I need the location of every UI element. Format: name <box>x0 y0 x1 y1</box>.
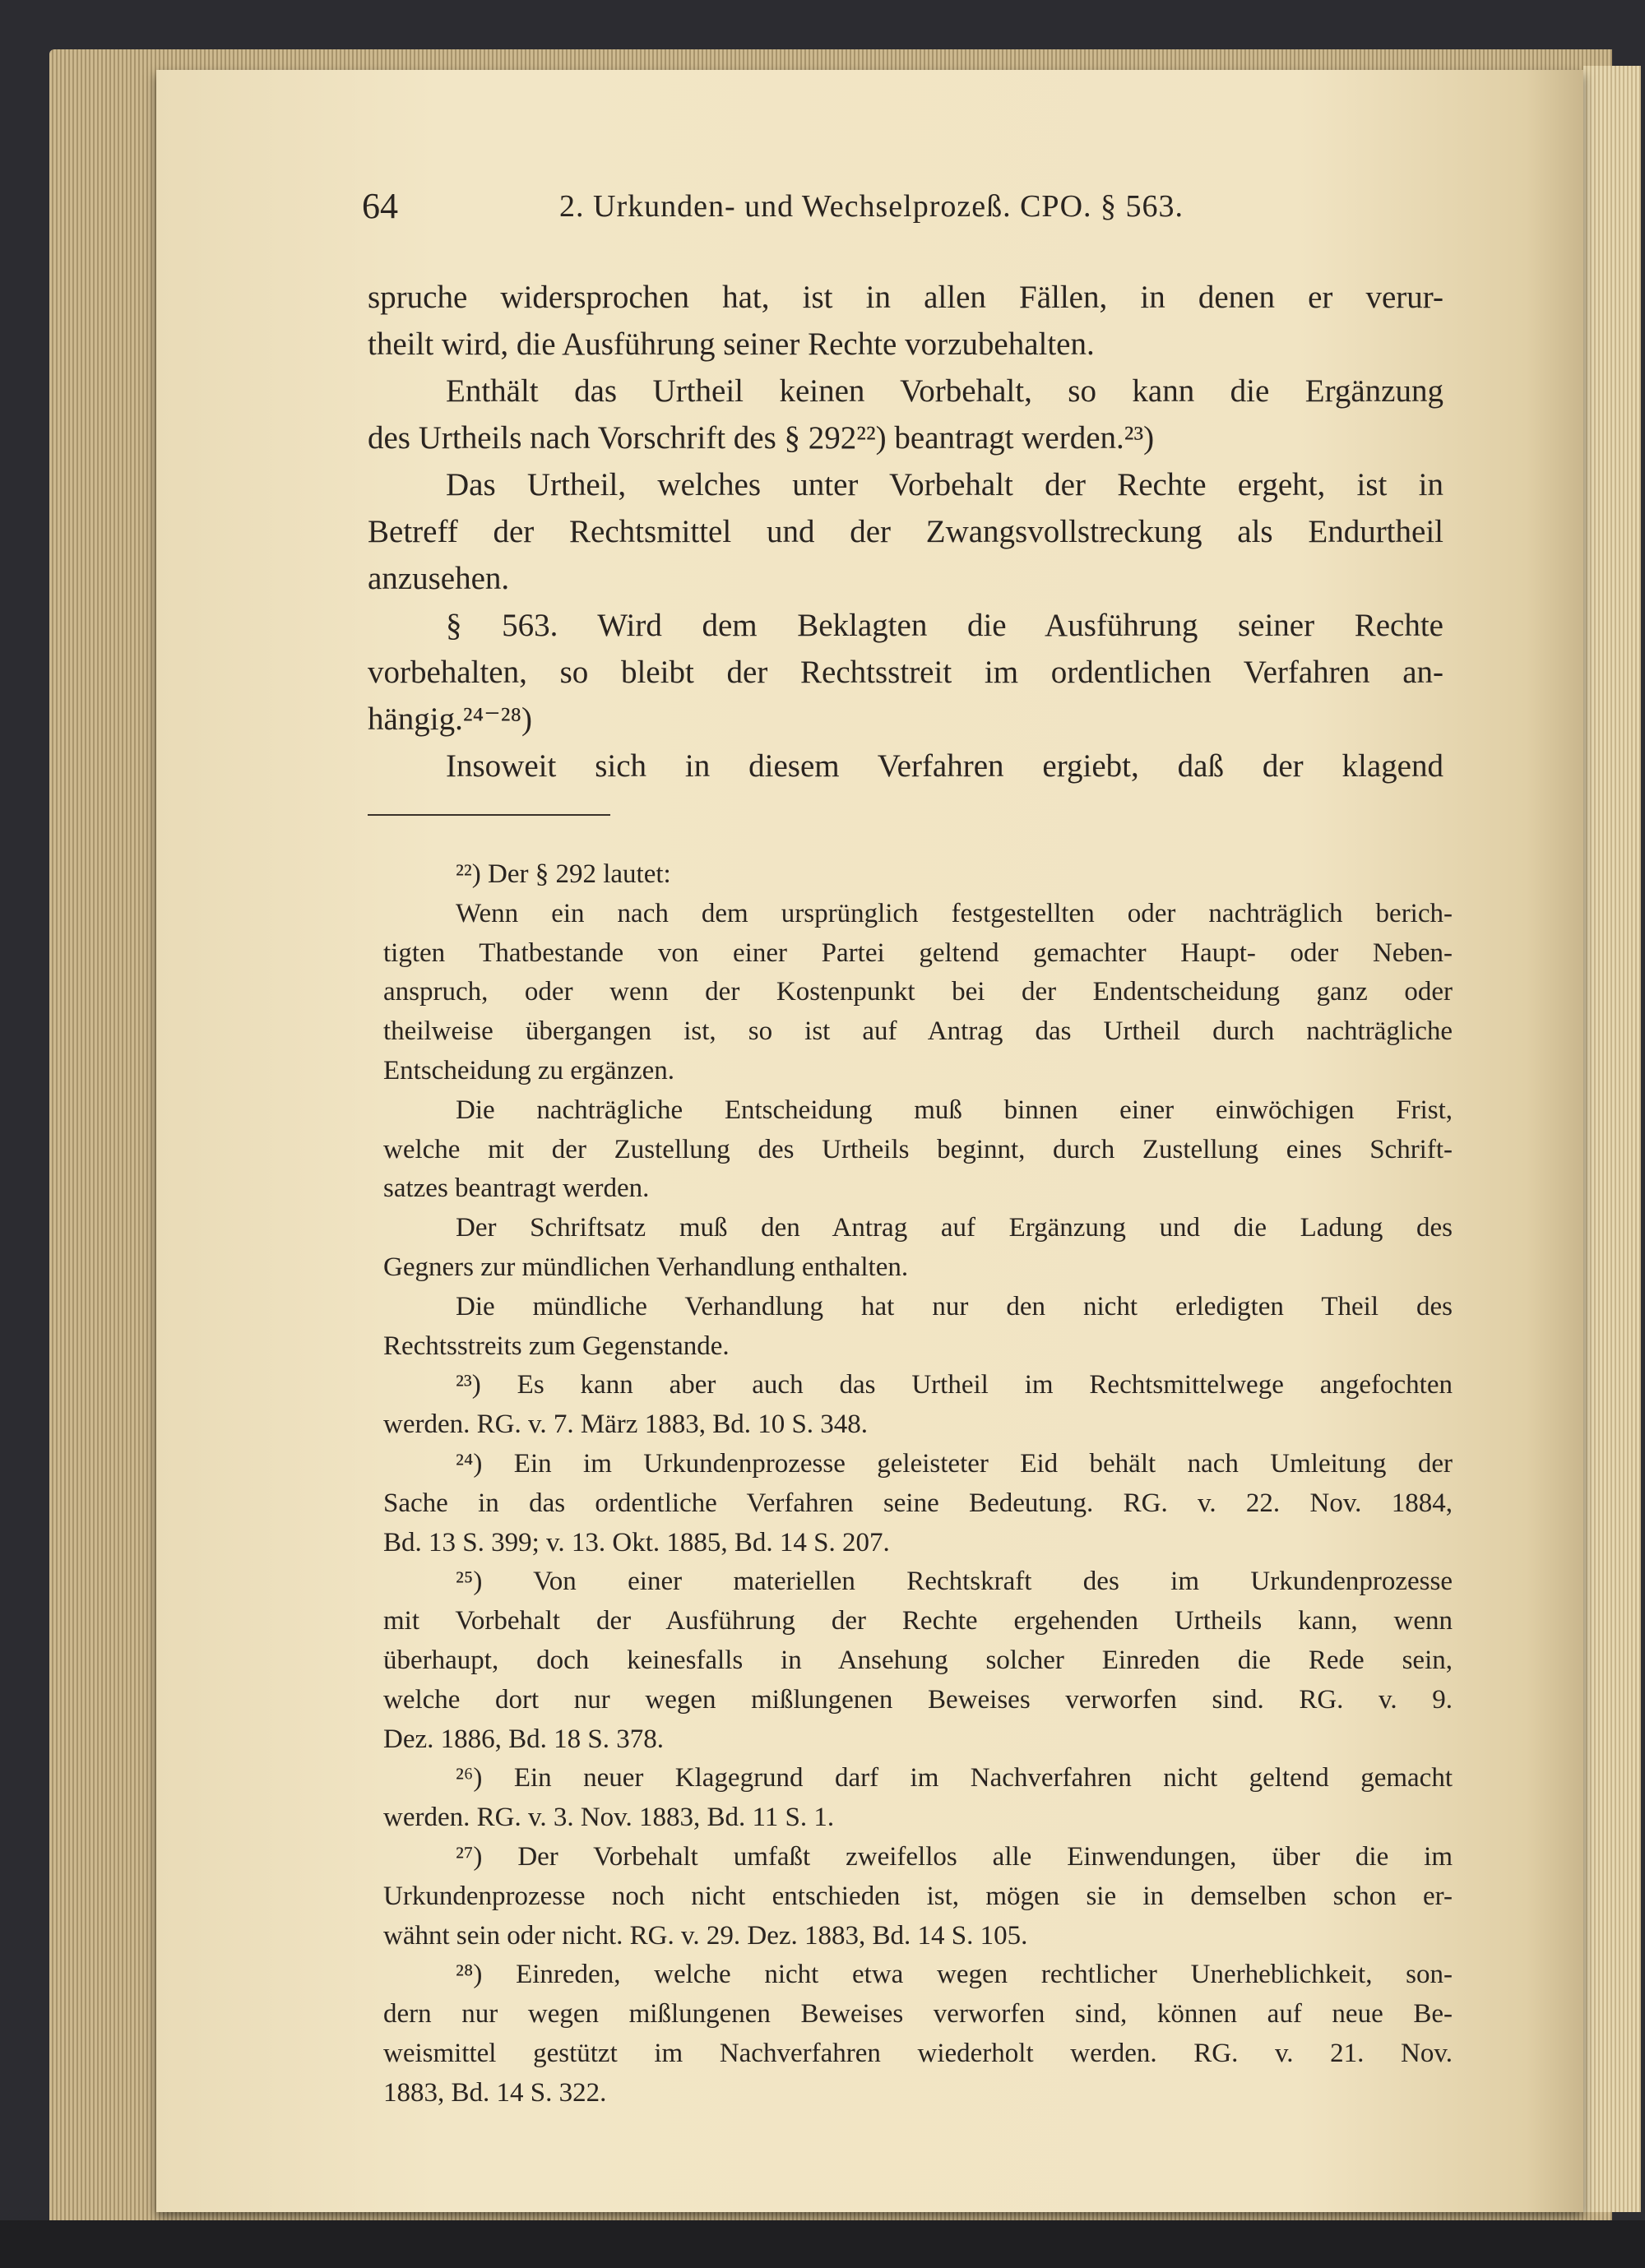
footnote-line: Der Schriftsatz muß den Antrag auf Ergänzung und die Ladung des <box>456 1213 1453 1243</box>
footnote-line: ²²) Der § 292 lautet: <box>456 859 671 889</box>
footnote-line: welche dort nur wegen mißlungenen Beweises verworfen sind. RG. v. 9. <box>383 1684 1453 1715</box>
footnote-line: Entscheidung zu ergänzen. <box>383 1055 675 1085</box>
footnote-line: Wenn ein nach dem ursprünglich festgestellten oder nachträglich berich- <box>456 898 1453 928</box>
footnote-line: wähnt sein oder nicht. RG. v. 29. Dez. 1883, Bd. 14 S. 105. <box>383 1920 1028 1951</box>
footnote-rule <box>368 814 610 816</box>
running-header <box>362 185 1448 231</box>
footnote-line: 1883, Bd. 14 S. 322. <box>383 2077 607 2108</box>
footnote-line: weismittel gestützt im Nachverfahren wiederholt werden. RG. v. 21. Nov. <box>383 2038 1453 2068</box>
footnote-line: Urkundenprozesse noch nicht entschieden ist, mögen sie in demselben schon er- <box>383 1881 1453 1911</box>
text-line: des Urtheils nach Vorschrift des § 292²²) beantragt werden.²³) <box>368 420 1155 456</box>
footnote-line: ²⁸) Einreden, welche nicht etwa wegen rechtlicher Unerheblichkeit, son- <box>456 1960 1453 1990</box>
text-line: theilt wird, die Ausführung seiner Rechte vorzubehalten. <box>368 326 1095 362</box>
footnote-line: tigten Thatbestande von einer Partei geltend gemachter Haupt- oder Neben- <box>383 937 1453 968</box>
page-number: 64 <box>362 186 398 226</box>
footnote-line: Bd. 13 S. 399; v. 13. Okt. 1885, Bd. 14 S. 207. <box>383 1527 890 1558</box>
right-page-stack <box>1583 66 1641 2212</box>
footnote-line: Rechtsstreits zum Gegenstande. <box>383 1331 730 1361</box>
footnote-line: mit Vorbehalt der Ausführung der Rechte ergehenden Urtheils kann, wenn <box>383 1606 1453 1636</box>
footnote-line: Gegners zur mündlichen Verhandlung enthalten. <box>383 1252 909 1282</box>
text-line: Das Urtheil, welches unter Vorbehalt der Rechte ergeht, ist in <box>446 467 1443 502</box>
text-line: vorbehalten, so bleibt der Rechtsstreit im ordentlichen Verfahren an- <box>368 655 1443 690</box>
text-line: hängig.²⁴⁻²⁸) <box>368 701 533 737</box>
text-line: § 563. Wird dem Beklagten die Ausführung seiner Rechte <box>446 608 1443 643</box>
footnote-line: überhaupt, doch keinesfalls in Ansehung solcher Einreden die Rede sein, <box>383 1645 1453 1675</box>
footnote-line: ²⁷) Der Vorbehalt umfaßt zweifellos alle Einwendungen, über die im <box>456 1841 1453 1872</box>
background-bottom <box>0 2220 1645 2268</box>
footnotes <box>383 855 1453 2113</box>
text-line: Enthält das Urtheil keinen Vorbehalt, so kann die Ergänzung <box>446 373 1443 409</box>
footnote-line: Die mündliche Verhandlung hat nur den nicht erledigten Theil des <box>456 1291 1453 1321</box>
text-line: anzusehen. <box>368 561 510 596</box>
footnote-line: Die nachträgliche Entscheidung muß binnen einer einwöchigen Frist, <box>456 1095 1453 1125</box>
text-line: spruche widersprochen hat, ist in allen Fällen, in denen er verur- <box>368 280 1443 315</box>
footnote-line: Sache in das ordentliche Verfahren seine Bedeutung. RG. v. 22. Nov. 1884, <box>383 1488 1453 1518</box>
footnote-line: dern nur wegen mißlungenen Beweises verworfen sind, können auf neue Be- <box>383 1999 1453 2030</box>
footnote-line: ²³) Es kann aber auch das Urtheil im Rechtsmittelwege angefochten <box>456 1370 1453 1400</box>
footnote-line: ²⁶) Ein neuer Klagegrund darf im Nachverfahren nicht geltend gemacht <box>456 1763 1453 1794</box>
footnote-line: Dez. 1886, Bd. 18 S. 378. <box>383 1724 664 1754</box>
text-line: Insoweit sich in diesem Verfahren ergiebt, daß der klagend <box>446 748 1443 784</box>
running-title: 2. Urkunden- und Wechselprozeß. CPO. § 563. <box>559 189 1184 224</box>
footnote-line: werden. RG. v. 7. März 1883, Bd. 10 S. 348. <box>383 1409 869 1440</box>
main-text <box>368 274 1443 789</box>
footnote-line: satzes beantragt werden. <box>383 1173 650 1204</box>
footnote-line: theilweise übergangen ist, so ist auf Antrag das Urtheil durch nachträgliche <box>383 1016 1453 1047</box>
footnote-line: ²⁵) Von einer materiellen Rechtskraft des im Urkundenprozesse <box>456 1567 1453 1597</box>
text-line: Betreff der Rechtsmittel und der Zwangsvollstreckung als Endurtheil <box>368 514 1443 549</box>
footnote-line: ²⁴) Ein im Urkundenprozesse geleisteter Eid behält nach Umleitung der <box>456 1448 1453 1479</box>
footnote-line: anspruch, oder wenn der Kostenpunkt bei der Endentscheidung ganz oder <box>383 977 1453 1007</box>
footnote-line: welche mit der Zustellung des Urtheils beginnt, durch Zustellung eines Schrift- <box>383 1134 1453 1164</box>
footnote-line: werden. RG. v. 3. Nov. 1883, Bd. 11 S. 1. <box>383 1803 835 1833</box>
